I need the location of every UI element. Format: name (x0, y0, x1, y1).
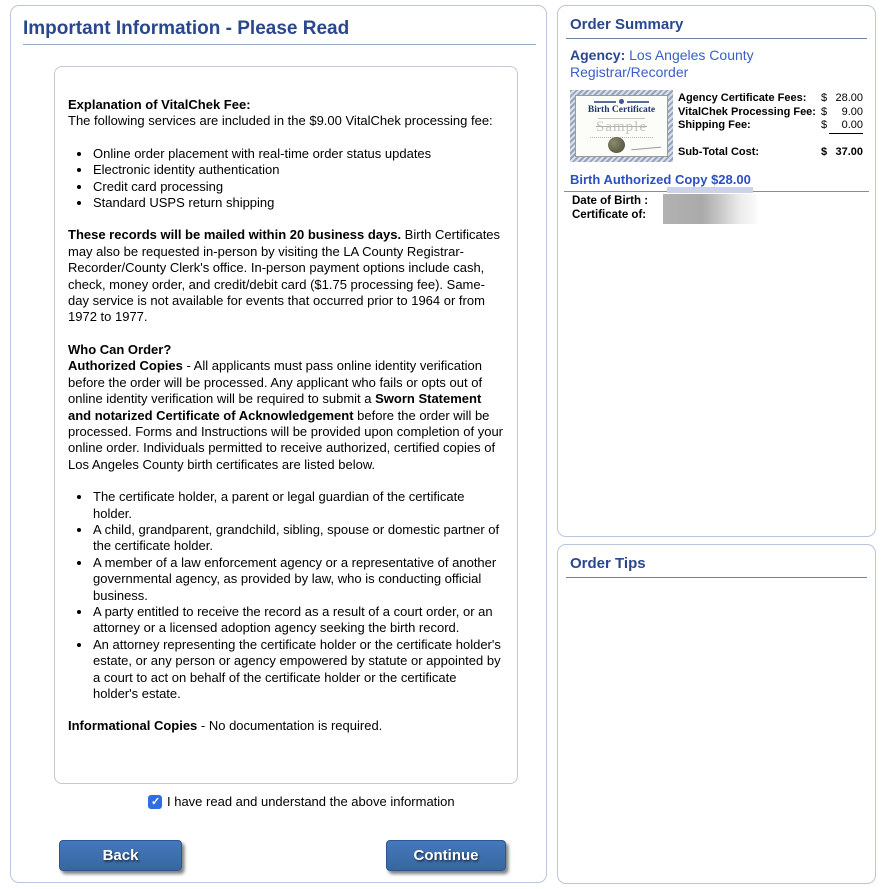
list-item: • A party entitled to receive the record as a result of a court order, or an attorney or a licensed adoption agency seeking the birth record. (92, 604, 505, 637)
eligible-persons-list (68, 489, 505, 702)
order-tips-title: Order Tips (570, 555, 646, 572)
fee-row-processing: VitalChek Processing Fee: $ 9.00 (678, 105, 863, 118)
acknowledgement-checkbox[interactable] (148, 795, 162, 809)
birth-certificate-thumbnail (570, 90, 673, 162)
order-summary-divider (566, 38, 867, 39)
agency-label: Agency: (570, 47, 626, 63)
authorized-copies-label: Authorized Copies (68, 358, 183, 374)
agency-value: Los Angeles County Registrar/Recorder (570, 47, 754, 80)
sworn-statement-bold: Sworn Statement and notarized Certificate of Acknowledgement (68, 391, 482, 423)
mailing-bold-text: These records will be mailed within 20 business days. (68, 227, 402, 243)
order-item-heading: Birth Authorized Copy $28.00 (570, 172, 751, 187)
list-item: • An attorney representing the certificate holder or the certificate holder's estate, or any person or agency empowered by statute or appointed by a court to act on behalf of the certificate holder or the certificate holder's estate. (92, 637, 505, 703)
list-item: • A member of a law enforcement agency or a representative of another governmental agency, as provided by law, who is conducting official business. (92, 555, 505, 604)
order-tips-divider (566, 577, 867, 578)
authorized-copies-text-2: before the order will be processed. Forms and Instructions will be provided upon completion of your online order. Individuals permitted to receive authorized, certified copies of Los Angeles County birth certificates are listed below. (68, 407, 503, 472)
information-text-box (54, 66, 518, 784)
mailing-paragraph (68, 227, 505, 325)
list-item: • Online order placement with real-time order status updates (92, 146, 505, 162)
fee-row-shipping: Shipping Fee: $ 0.00 (678, 119, 863, 134)
fee-explanation-paragraph (68, 97, 505, 130)
certificate-signature (631, 141, 661, 151)
fee-explanation-heading: Explanation of VitalChek Fee: (68, 97, 251, 112)
continue-button[interactable]: Continue (386, 840, 506, 871)
list-item: • Electronic identity authentication (92, 162, 505, 178)
mailing-text: Birth Certificates may also be requested in-person by visiting the LA County Registrar-Recorder/County Clerk's office. In-person payment options include cash, check, money order, and credit/debit card ($1.75 processing fee). Same-day service is not available for events that occurred prior to 1964 or from 1972 to 1977. (68, 227, 501, 325)
detail-row-certificate-of: Certificate of: (572, 208, 647, 221)
summary-row (570, 90, 863, 162)
authorized-copies-text-1: - All applicants must pass online identity verification before the order will be processed. Any applicant who fails or opts out of online identity verification will be required to submit a (68, 358, 483, 407)
who-can-order-paragraph (68, 342, 505, 473)
fee-row-agency: Agency Certificate Fees: $ 28.00 (678, 92, 863, 104)
certificate-sample-watermark: Sample (596, 119, 647, 135)
order-summary-panel (557, 5, 876, 537)
page-title: Important Information - Please Read (23, 18, 350, 39)
informational-copies-label: Informational Copies (68, 718, 198, 734)
order-item-details (570, 195, 863, 222)
order-tips-panel (557, 544, 876, 884)
list-item: • Credit card processing (92, 179, 505, 195)
title-divider (23, 44, 536, 45)
certificate-seal-icon (608, 137, 625, 153)
fee-services-list (68, 146, 505, 212)
detail-row-date-of-birth: Date of Birth : (572, 195, 649, 207)
list-item: • A child, grandparent, grandchild, sibling, spouse or domestic partner of the certificate holder. (92, 522, 505, 555)
redacted-value-box (663, 194, 757, 224)
informational-copies-paragraph (68, 718, 505, 734)
certificate-title: Birth Certificate (587, 105, 656, 115)
list-item: • The certificate holder, a parent or legal guardian of the certificate holder. (92, 489, 505, 522)
fee-row-subtotal: Sub-Total Cost: $ 37.00 (678, 145, 863, 158)
list-item: • Standard USPS return shipping (92, 195, 505, 211)
acknowledgement-row (148, 794, 455, 809)
agency-line (570, 47, 863, 81)
back-button[interactable]: Back (59, 840, 182, 871)
certificate-ornament (576, 99, 667, 104)
important-information-panel (10, 5, 547, 883)
redacted-highlight (667, 187, 753, 193)
fees-table (678, 90, 863, 162)
who-can-order-heading: Who Can Order? (68, 341, 172, 357)
order-summary-title: Order Summary (570, 16, 684, 33)
fee-explanation-intro: The following services are included in the $9.00 VitalChek processing fee: (68, 113, 493, 129)
informational-copies-text: - No documentation is required. (197, 718, 383, 734)
acknowledgement-label[interactable]: I have read and understand the above information (167, 794, 455, 809)
